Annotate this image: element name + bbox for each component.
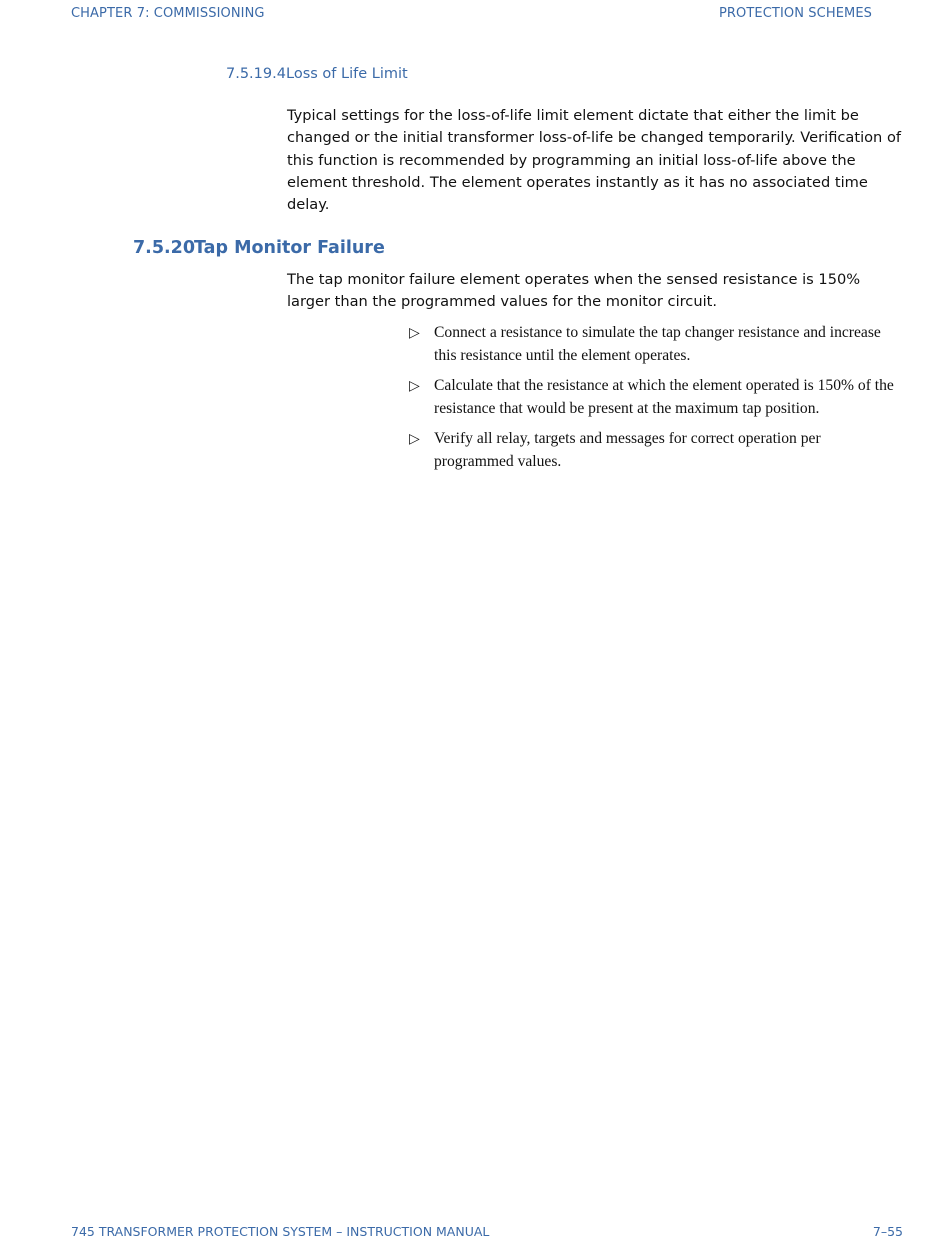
section-heading (133, 238, 385, 258)
procedure-step (409, 428, 904, 473)
tap-monitor-paragraph: The tap monitor failure element operates when the sensed resistance is 150% larger than the programmed values for the monitor circuit. (287, 271, 861, 311)
procedure-steps (409, 322, 904, 481)
subsection-number: 7.5.19.4 (226, 66, 286, 82)
procedure-step-text: Connect a resistance to simulate the tap changer resistance and increase this resistance until the element operates. (434, 324, 881, 364)
section-number: 7.5.20 (133, 238, 196, 258)
running-header-chapter: CHAPTER 7: COMMISSIONING (71, 6, 265, 21)
triangle-bullet-icon: ▷ (409, 431, 420, 447)
triangle-bullet-icon: ▷ (409, 325, 420, 341)
subsection-title: Loss of Life Limit (286, 66, 408, 82)
procedure-step-text: Verify all relay, targets and messages for correct operation per programmed values. (434, 430, 821, 470)
section-title: Tap Monitor Failure (194, 238, 385, 258)
triangle-bullet-icon: ▷ (409, 378, 420, 394)
running-header-section: PROTECTION SCHEMES (718, 6, 872, 21)
procedure-step (409, 322, 904, 367)
running-footer-manual-title: 745 TRANSFORMER PROTECTION SYSTEM – INSTRUCTION MANUAL (71, 1224, 490, 1239)
subsection-heading (226, 66, 408, 82)
procedure-step (409, 375, 904, 420)
loss-of-life-paragraph: Typical settings for the loss-of-life limit element dictate that either the limit be changed or the initial transformer loss-of-life be changed temporarily. Verification of this function is recommended by programming an initial loss-of-life above the element threshold. The element operates instantly as it has no associated time delay. (287, 107, 902, 214)
procedure-step-text: Calculate that the resistance at which the element operated is 150% of the resistance that would be present at the maximum tap position. (434, 377, 894, 417)
page-number: 7–55 (872, 1224, 903, 1239)
